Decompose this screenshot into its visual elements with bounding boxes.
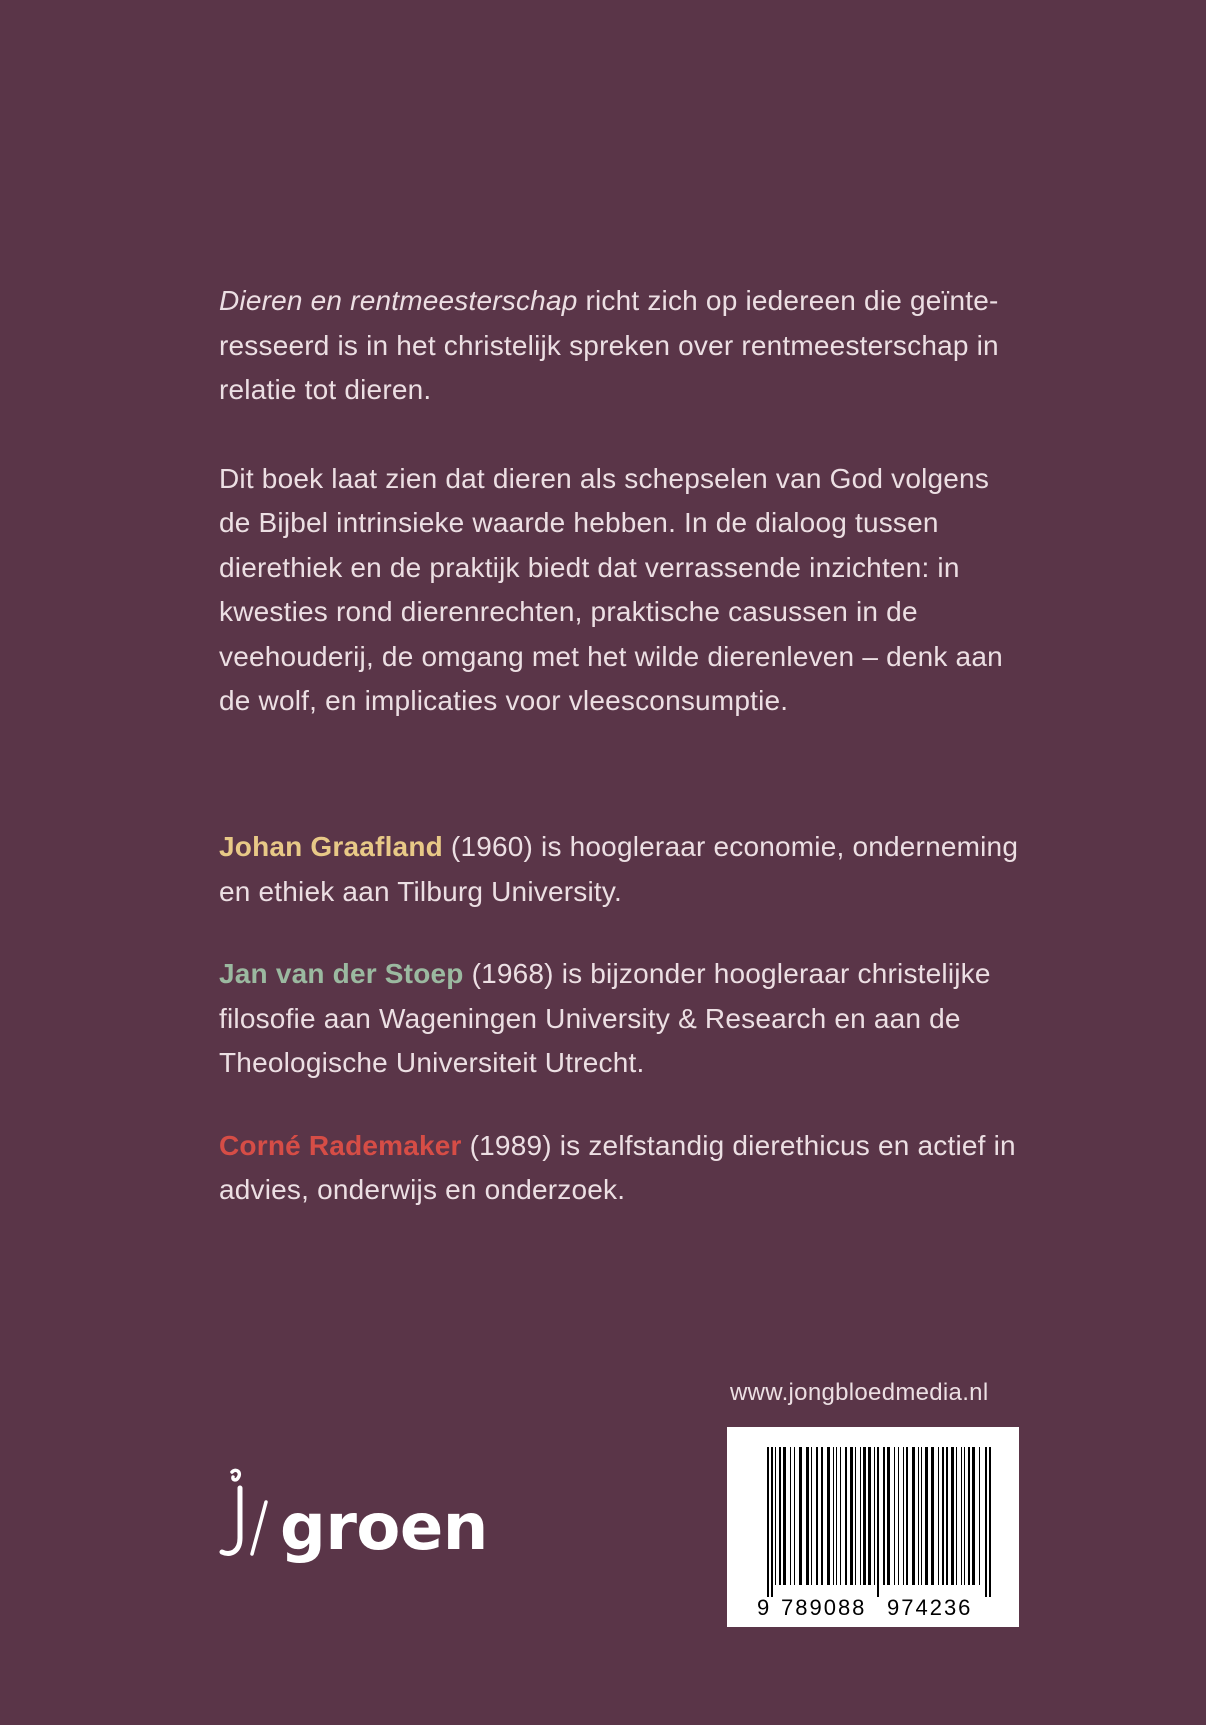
barcode-bars — [767, 1447, 991, 1597]
barcode-bar — [968, 1447, 970, 1585]
author-list — [219, 825, 1019, 1251]
barcode-bar — [794, 1447, 795, 1585]
barcode-bar — [833, 1447, 834, 1585]
barcode-bar — [806, 1447, 809, 1585]
barcode-bar — [925, 1447, 928, 1585]
logo-wordmark: groen — [280, 1491, 488, 1565]
barcode-bar — [877, 1447, 879, 1597]
barcode-bar — [775, 1447, 776, 1585]
barcode-bar — [779, 1447, 781, 1585]
barcode-bar — [912, 1447, 915, 1585]
barcode-bar — [985, 1447, 987, 1597]
author-bio — [219, 1124, 1019, 1213]
barcode-digit-group: 9 — [757, 1595, 770, 1620]
barcode-bar — [874, 1447, 875, 1585]
barcode-bar — [790, 1447, 791, 1585]
barcode-bar — [883, 1447, 885, 1585]
barcode-bar — [946, 1447, 948, 1585]
publisher-logo — [218, 1468, 488, 1565]
barcode-digit-group: 789088 — [781, 1595, 867, 1620]
blurb-intro-text: richt zich op iedereen die geïnte-resseerd is in het christelijk spreken over rentmeesterschap in relatie tot dieren. — [219, 285, 999, 405]
barcode-bar — [855, 1447, 856, 1585]
barcode-bar — [811, 1447, 812, 1585]
barcode-bar — [972, 1447, 975, 1585]
barcode-bar — [783, 1447, 786, 1585]
barcode-bar — [938, 1447, 939, 1585]
isbn-barcode — [727, 1427, 1019, 1627]
barcode-bar — [898, 1447, 899, 1585]
barcode-bar — [827, 1447, 830, 1585]
j-logo-icon — [218, 1468, 274, 1560]
barcode-bar — [931, 1447, 934, 1585]
barcode-bar — [863, 1447, 866, 1585]
barcode-bar — [894, 1447, 895, 1585]
barcode-bar — [942, 1447, 944, 1585]
barcode-bar — [989, 1447, 991, 1597]
barcode-bar — [771, 1447, 773, 1597]
barcode-graphic — [727, 1427, 1019, 1627]
author-bio — [219, 825, 1019, 914]
barcode-bar — [845, 1447, 847, 1585]
barcode-bar — [840, 1447, 841, 1585]
barcode-bar — [816, 1447, 818, 1585]
barcode-bar — [956, 1447, 957, 1585]
blurb-intro — [219, 279, 1019, 413]
author-name: Corné Rademaker — [219, 1129, 462, 1161]
barcode-bar — [821, 1447, 823, 1585]
barcode-bar — [979, 1447, 980, 1585]
barcode-bar — [903, 1447, 904, 1585]
author-bio-text: (1989) is zelfstandig dierethicus en actief in advies, onderwijs en onderzoek. — [219, 1129, 1016, 1205]
book-title-italic: Dieren en rentmeesterschap — [219, 285, 578, 316]
barcode-bar — [906, 1447, 908, 1585]
barcode-bar — [799, 1447, 802, 1585]
author-bio — [219, 952, 1019, 1086]
barcode-bar — [921, 1447, 922, 1585]
blurb-body: Dit boek laat zien dat dieren als schepselen van God volgens de Bijbel intrinsieke waarde hebben. In de dialoog tussen dierethiek en de praktijk biedt dat verrassende inzichten: in kwesties rond dierenrechten, praktische casussen in de veehouderij, de omgang met het wilde dierenleven – denk aan de wolf, en implicaties voor vleesconsumptie. — [219, 462, 1003, 716]
barcode-bar — [961, 1447, 962, 1585]
barcode-bar — [951, 1447, 954, 1585]
barcode-bar — [850, 1447, 853, 1585]
barcode-bar — [868, 1447, 871, 1585]
barcode-bar — [767, 1447, 769, 1597]
author-name: Johan Graafland — [219, 831, 443, 862]
author-name: Jan van der Stoep — [219, 958, 464, 989]
blurb — [219, 279, 1019, 724]
author-bio-text: (1968) is bijzonder hoogleraar christelijke filosofie aan Wageningen University & Research en aan de Theologische Universiteit Utrecht. — [219, 958, 991, 1078]
publisher-website: www.jongbloedmedia.nl — [730, 1379, 989, 1406]
barcode-bar — [964, 1447, 965, 1585]
barcode-bar — [887, 1447, 890, 1585]
barcode-bar — [860, 1447, 861, 1585]
barcode-bar — [918, 1447, 919, 1585]
barcode-digit-group: 974236 — [887, 1595, 973, 1620]
barcode-bar — [836, 1447, 837, 1585]
author-bio-text: (1960) is hoogleraar economie, onderneming en ethiek aan Tilburg University. — [219, 831, 1019, 907]
